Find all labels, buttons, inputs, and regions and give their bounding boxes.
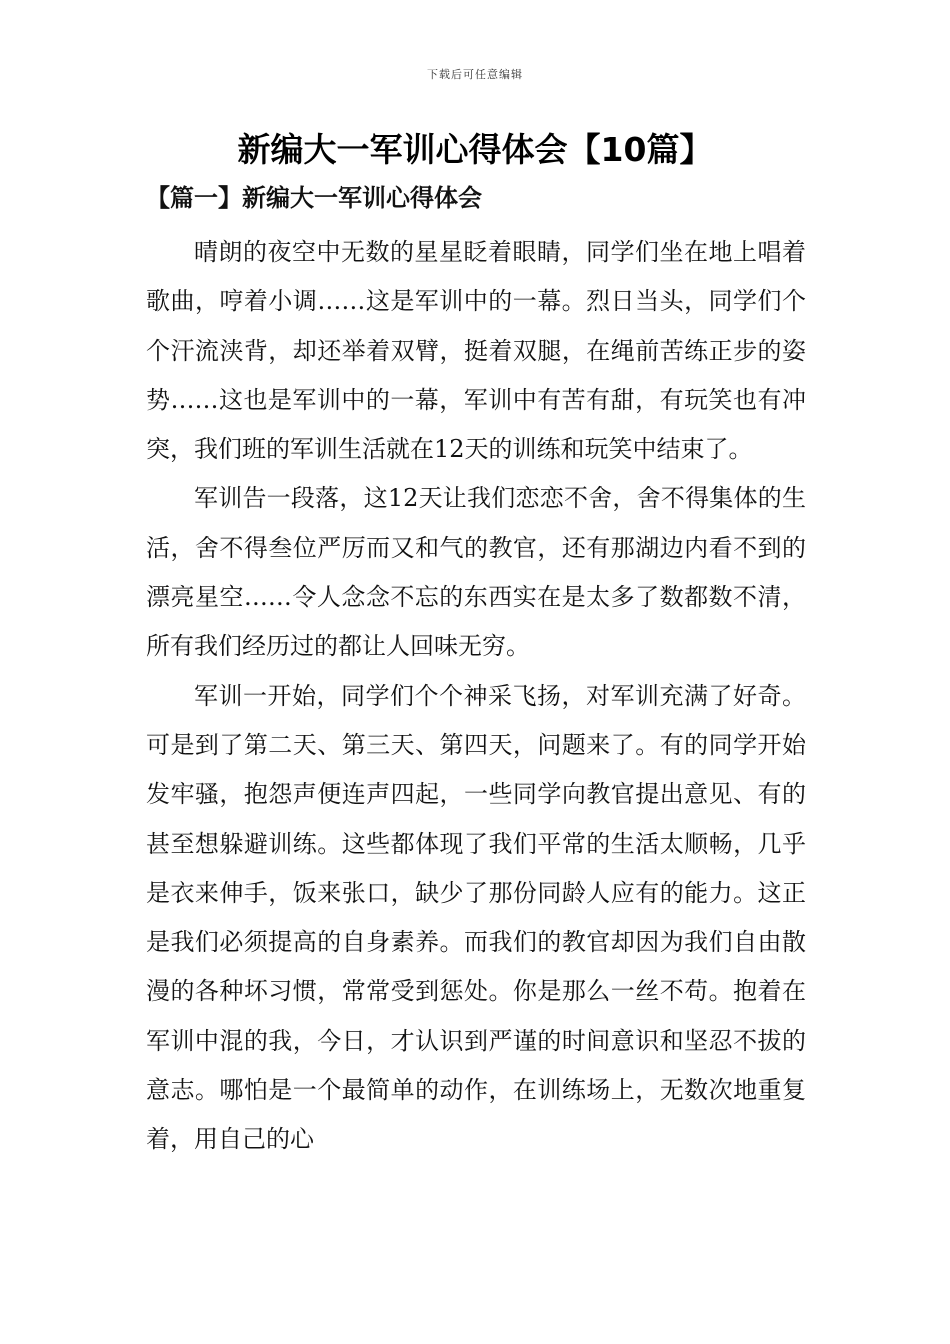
body-text (146, 228, 806, 1165)
paragraph-2: 军训告一段落，这12天让我们恋恋不舍，舍不得集体的生活，舍不得叁位严厉而又和气的教官，还有那湖边内看不到的漂亮星空……令人念念不忘的东西实在是太多了数都数不清，所有我们经历过的都让人回味无穷。 (146, 484, 806, 661)
section-heading: 【篇一】新编大一军训心得体会 (146, 183, 482, 212)
header-note: 下载后可任意编辑 (427, 68, 523, 81)
paragraph-1: 晴朗的夜空中无数的星星眨着眼睛，同学们坐在地上唱着歌曲，哼着小调……这是军训中的一幕。烈日当头，同学们个个汗流浃背，却还举着双臂，挺着双腿，在绳前苦练正步的姿势……这也是军训中的一幕，军训中有苦有甜，有玩笑也有冲突，我们班的军训生活就在12天的训练和玩笑中结束了。 (146, 238, 806, 464)
paragraph-3: 军训一开始，同学们个个神采飞扬，对军训充满了好奇。可是到了第二天、第三天、第四天，问题来了。有的同学开始发牢骚，抱怨声便连声四起，一些同学向教官提出意见、有的甚至想躲避训练。这些都体现了我们平常的生活太顺畅，几乎是衣来伸手，饭来张口，缺少了那份同龄人应有的能力。这正是我们必须提高的自身素养。而我们的教官却因为我们自由散漫的各种坏习惯，常常受到惩处。你是那么一丝不苟。抱着在军训中混的我，今日，才认识到严谨的时间意识和坚忍不拔的意志。哪怕是一个最简单的动作，在训练场上，无数次地重复着，用自己的心 (146, 681, 806, 1154)
document-title: 新编大一军训心得体会【10篇】 (237, 130, 713, 169)
